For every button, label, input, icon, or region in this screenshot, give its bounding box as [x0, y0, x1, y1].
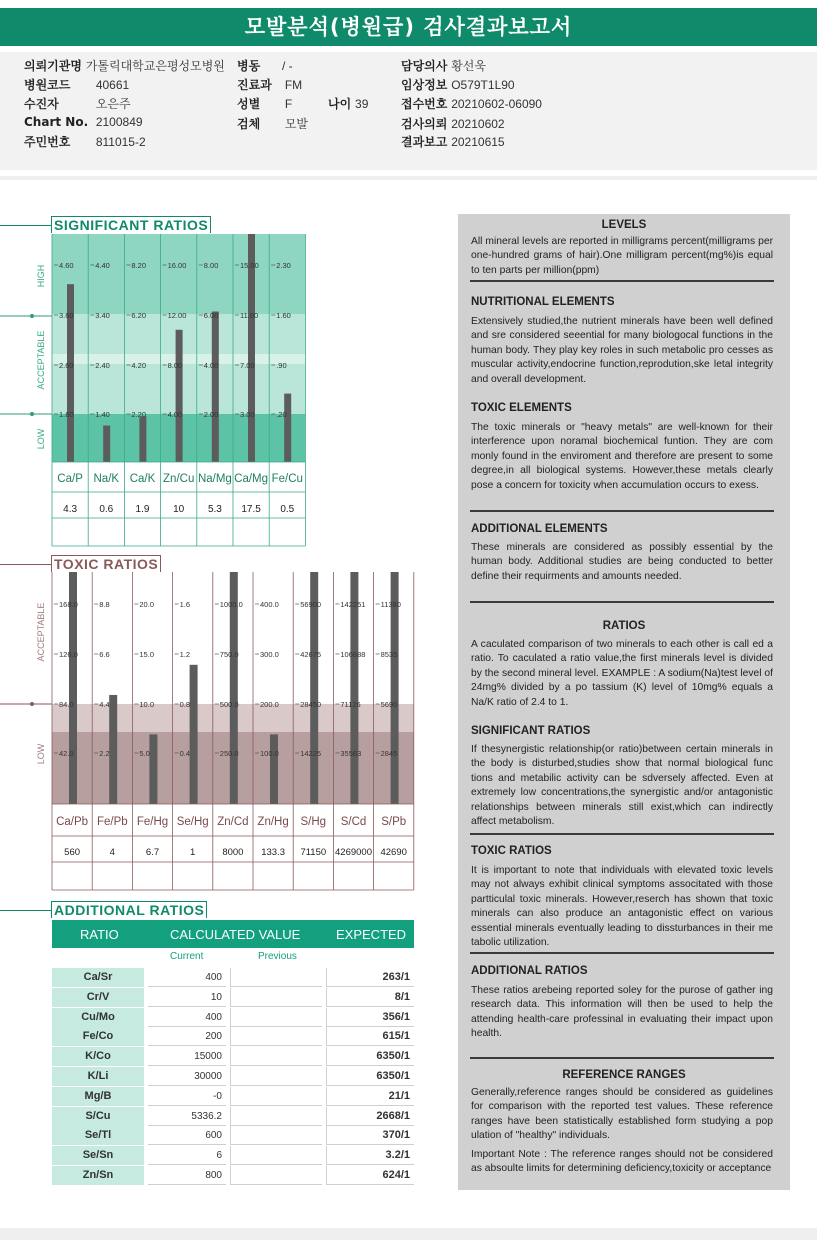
tick-label: 1.6 [179, 600, 191, 609]
tick-label: 3.60 [59, 311, 74, 320]
reference-ranges-text: Generally,reference ranges should be considered as guidelines for comparison with the reported test values. These reference ranges have been statistically established form studying a pop ulation of "healthy" individuals. [471, 1087, 773, 1142]
table-row [52, 988, 414, 1008]
table-row [52, 1008, 414, 1028]
tick-label: 7.00 [240, 361, 255, 370]
tick-label: 20.0 [139, 600, 155, 609]
sex-field: 성별 F [237, 97, 293, 111]
tick-label: 0.4 [179, 749, 191, 758]
tick-label: 5690 [380, 700, 398, 709]
tick-label: 10.0 [139, 700, 155, 709]
tick-label: 42.0 [59, 749, 74, 758]
tick-label: 15.0 [139, 650, 155, 659]
tick-label: 1.2 [179, 650, 191, 659]
reference-note: Important Note : The reference ranges should not be considered as absoulte limits for determining deficiency,toxicity or acceptance [471, 1149, 773, 1175]
table-row [52, 1107, 414, 1127]
ratio-value-Fe-Cu: 0.5 [280, 504, 295, 515]
table-row [52, 968, 414, 988]
nutritional-text: Extensively studied,the nutrient minerals have been well defined and sre considered seeential for many biologocal functions in the human body. They play key roles in such metabolic pro cesses as muscular activity,endocrine function,reprodution,ske letal integrity and overall development. [471, 316, 773, 385]
tick-label: 2.60 [59, 361, 74, 370]
tick-label: 8.00 [203, 261, 219, 270]
rule [470, 601, 774, 603]
tick-label: 8535 [380, 650, 398, 659]
bar-Fe-Pb [109, 695, 117, 804]
current-cell: 800 [148, 1166, 226, 1185]
rule [470, 1057, 774, 1059]
tick-label: 6.00 [203, 311, 219, 320]
high-band [52, 234, 305, 314]
current-cell: 6 [148, 1146, 226, 1165]
tick-label: 1.40 [95, 410, 110, 419]
bar-Fe-Hg [149, 734, 157, 804]
tick-label: 8.8 [99, 600, 110, 609]
previous-cell [230, 1107, 322, 1126]
previous-cell [230, 1146, 322, 1165]
toxic-ratios-text: It is important to note that individuals with elevated toxic levels may not always exhibit clinical symptoms associtated with those partticulal toxic minerals. However,reserch has shown that toxic minerals can also produce an antagonistic effect on various essential minerals eventually leading to dissturbances in their me tabolic utilization. [471, 865, 773, 949]
current-cell: 15000 [148, 1047, 226, 1066]
current-cell: 400 [148, 1008, 226, 1027]
ratio-cell: S/Cu [52, 1107, 144, 1126]
current-cell: 10 [148, 988, 226, 1007]
band-label-low: LOW [36, 743, 46, 765]
ratio-cell: Ca/Sr [52, 968, 144, 987]
band-label-acceptable: ACCEPTABLE [36, 602, 46, 662]
tick-label: 15.00 [240, 261, 259, 270]
ratio-name-S-Cd: S/Cd [340, 816, 367, 828]
previous-cell [230, 1027, 322, 1046]
ratio-name-Na-Mg: Na/Mg [197, 473, 232, 485]
footer-strip [0, 1228, 817, 1240]
ratio-name-Se-Hg: Se/Hg [176, 816, 209, 828]
tick-label: 8.00 [167, 361, 183, 370]
range-marker-dot [30, 412, 34, 416]
previous-cell [230, 1126, 322, 1145]
tick-label: 250.0 [219, 749, 239, 758]
tick-label: 168.0 [59, 600, 78, 609]
tick-label: 11.00 [240, 311, 259, 320]
tick-label: 3.00 [240, 410, 255, 419]
tick-label: 126.0 [59, 650, 78, 659]
additional-elements-heading: ADDITIONAL ELEMENTS [471, 523, 608, 535]
table-row [52, 1047, 414, 1067]
tick-label: 750.0 [219, 650, 239, 659]
expected-cell: 6350/1 [326, 1047, 414, 1066]
table-row [52, 1126, 414, 1146]
tick-label: 4.60 [59, 261, 74, 270]
ratios-text: A caculated comparison of two minerals to each other is call ed a ratio. To caculated a ratio value,the first minerals level is divided by the second mineral level. EXAMPLE : A sodium(Na)test level of 24mg% divided by a po tassium (K) level of 10mg% equals a Na/K ratio of 2.4 to 1. [471, 639, 773, 708]
expected-cell: 615/1 [326, 1027, 414, 1046]
rule [470, 280, 774, 282]
significant-title: SIGNIFICANT RATIOS [51, 216, 211, 233]
tick-label: .90 [276, 361, 287, 370]
table-row [52, 1146, 414, 1166]
ratio-value-S-Hg: 71150 [300, 847, 327, 858]
tick-label: 6.20 [131, 311, 147, 320]
expected-cell: 2668/1 [326, 1107, 414, 1126]
ratio-value-Ca-Pb: 560 [64, 847, 81, 858]
table-row [52, 1067, 414, 1087]
ratio-value-S-Pb: 42690 [380, 847, 407, 858]
dept-field: 진료과 FM [237, 78, 303, 92]
ratio-name-S-Hg: S/Hg [300, 816, 327, 828]
bar-Ca-K [139, 416, 146, 462]
rule [470, 952, 774, 954]
ratio-cell: K/Li [52, 1067, 144, 1086]
tick-label: 16.00 [167, 261, 187, 270]
ratio-value-Zn-Cd: 8000 [222, 847, 244, 858]
tick-label: 106688 [340, 650, 366, 659]
current-cell: 30000 [148, 1067, 226, 1086]
ratio-value-Ca-P: 4.3 [63, 504, 78, 515]
tick-label: 2.20 [131, 410, 147, 419]
ratio-cell: Fe/Co [52, 1027, 144, 1046]
table-row [52, 1166, 414, 1186]
expected-cell: 263/1 [326, 968, 414, 987]
rule [470, 510, 774, 512]
request-field: 검사의뢰 20210602 [401, 117, 505, 131]
tick-label: 142251 [340, 600, 366, 609]
tick-label: 300.0 [260, 650, 279, 659]
current-cell: 200 [148, 1027, 226, 1046]
bar-Se-Hg [190, 665, 198, 804]
ratio-name-Zn-Cu: Zn/Cu [163, 473, 195, 485]
levels-text: All mineral levels are reported in milligrams percent(milligrams per one-hundred grams of hair).One milligram percent(mg%)is equal to ten parts per million(ppm) [471, 236, 773, 276]
significant-ratios-heading: SIGNIFICANT RATIOS [471, 725, 591, 737]
tick-label: 4.4 [99, 700, 110, 709]
ratio-value-Na-K: 0.6 [99, 504, 114, 515]
ratio-cell: Cr/V [52, 988, 144, 1007]
tick-label: 84.0 [59, 700, 74, 709]
additional-ratios-text: These ratios arebeing reported soley for the purose of gather ing research data. This information will then be used to help the attending health-care professinal in evaluating their impact upon health. [471, 985, 773, 1040]
ratio-value-Na-Mg: 5.3 [207, 504, 222, 515]
tick-label: 6.6 [99, 650, 110, 659]
ratio-value-Ca-Mg: 17.5 [241, 504, 261, 515]
ratio-value-Zn-Cu: 10 [173, 504, 185, 515]
tick-label: 71126 [340, 700, 361, 709]
bar-Fe-Cu [284, 394, 291, 462]
receipt-field: 접수번호 20210602-06090 [401, 97, 542, 111]
expected-cell: 624/1 [326, 1166, 414, 1185]
ratio-name-Ca-Mg: Ca/Mg [234, 473, 269, 485]
result-field: 결과보고 20210615 [401, 135, 505, 149]
ratio-value-Ca-K: 1.9 [135, 504, 150, 515]
expected-cell: 8/1 [326, 988, 414, 1007]
rule [470, 833, 774, 835]
tick-label: 1.60 [276, 311, 291, 320]
ratio-cell: Cu/Mo [52, 1008, 144, 1027]
band-label-acceptable: ACCEPTABLE [36, 330, 46, 390]
tick-label: 1000.0 [219, 600, 243, 609]
toxic-chart-svg [0, 572, 420, 894]
header-calculated: CALCULATED VALUE [170, 927, 301, 942]
bar-Na-Mg [212, 312, 219, 462]
ratio-name-S-Pb: S/Pb [381, 816, 407, 828]
patient-info-block [0, 52, 817, 170]
tick-label: 2845 [380, 749, 398, 758]
tick-label: 4.20 [131, 361, 147, 370]
expected-cell: 21/1 [326, 1087, 414, 1106]
current-cell: 400 [148, 968, 226, 987]
bar-Zn-Cu [176, 330, 183, 462]
tick-label: 11380 [380, 600, 401, 609]
tick-label: 2.00 [203, 410, 219, 419]
header-ratio: RATIO [80, 927, 119, 942]
id-field: 주민번호 811015-2 [24, 135, 146, 149]
expected-cell: 3.2/1 [326, 1146, 414, 1165]
tick-label: 5.0 [139, 749, 150, 758]
patient-field: 수진자 오은주 [24, 97, 131, 111]
additional-elements-text: These minerals are considered as possibly essential by the human body. Additional studies are being conducted to better define their requirments and amounts needed. [471, 542, 773, 582]
tick-label: 12.00 [167, 311, 187, 320]
levels-heading: LEVELS [601, 219, 647, 231]
ratio-value-Fe-Hg: 6.7 [145, 847, 160, 858]
expected-cell: 370/1 [326, 1126, 414, 1145]
ratio-name-Na-K: Na/K [93, 473, 120, 485]
ratio-name-Zn-Cd: Zn/Cd [217, 816, 249, 828]
tick-label: 8.20 [131, 261, 147, 270]
table-row [52, 1087, 414, 1107]
tick-label: 28450 [300, 700, 322, 709]
ratio-name-Ca-Pb: Ca/Pb [56, 816, 89, 828]
current-cell: 5336.2 [148, 1107, 226, 1126]
tick-label: 4.00 [167, 410, 183, 419]
header-expected: EXPECTED [336, 927, 407, 942]
ratio-name-Ca-K: Ca/K [129, 473, 156, 485]
ratio-name-Fe-Cu: Fe/Cu [271, 473, 303, 485]
previous-cell [230, 968, 322, 987]
nutritional-heading: NUTRITIONAL ELEMENTS [471, 296, 615, 308]
expected-cell: 6350/1 [326, 1067, 414, 1086]
toxic-ratios-heading: TOXIC RATIOS [471, 845, 552, 857]
tick-label: 42675 [300, 650, 322, 659]
ratio-cell: Se/Tl [52, 1126, 144, 1145]
significant-chart-svg [0, 234, 310, 550]
ratio-name-Zn-Hg: Zn/Hg [257, 816, 289, 828]
ratio-cell: K/Co [52, 1047, 144, 1066]
toxic-chart [0, 572, 420, 894]
tick-label: 100.0 [260, 749, 279, 758]
ratio-cell: Mg/B [52, 1087, 144, 1106]
tick-label: 4.00 [203, 361, 219, 370]
hospital-field: 의뢰기관명 가톨릭대학교은평성모병원 [24, 59, 225, 73]
expected-cell: 356/1 [326, 1008, 414, 1027]
additional-ratios-heading: ADDITIONAL RATIOS [471, 965, 588, 977]
band-label-high: HIGH [36, 264, 46, 288]
tick-label: 3.40 [95, 311, 110, 320]
reference-panel [458, 214, 790, 1190]
tick-label: 2.2 [99, 749, 110, 758]
tick-label: .20 [276, 410, 287, 419]
chart-field: Chart No. 2100849 [24, 115, 143, 129]
ratio-cell: Se/Sn [52, 1146, 144, 1165]
tick-label: 1.60 [59, 410, 74, 419]
tick-label: 4.40 [95, 261, 110, 270]
ratio-value-Fe-Pb: 4 [109, 847, 115, 858]
ratio-name-Fe-Pb: Fe/Pb [96, 816, 128, 828]
range-marker-dot [30, 314, 34, 318]
previous-cell [230, 1047, 322, 1066]
toxic-elements-heading: TOXIC ELEMENTS [471, 402, 572, 414]
report-title: 모발분석(병원급) 검사결과보고서 [0, 8, 817, 46]
table-row [52, 1027, 414, 1047]
ratio-name-Ca-P: Ca/P [57, 473, 83, 485]
divider [0, 176, 817, 180]
ratio-name-Fe-Hg: Fe/Hg [136, 816, 169, 828]
age-field: 나이 39 [328, 97, 369, 111]
previous-cell [230, 1087, 322, 1106]
doctor-field: 담당의사 황선욱 [401, 59, 486, 73]
current-cell: -0 [148, 1087, 226, 1106]
previous-cell [230, 1166, 322, 1185]
code-field: 병원코드 40661 [24, 78, 130, 92]
subheader-previous: Previous [258, 951, 297, 962]
significant-chart [0, 234, 310, 550]
reference-ranges-heading: REFERENCE RANGES [562, 1069, 686, 1081]
ratio-value-Zn-Hg: 133.3 [261, 847, 285, 858]
tick-label: 0.8 [179, 700, 191, 709]
tick-label: 35563 [340, 749, 362, 758]
previous-cell [230, 1008, 322, 1027]
ratio-value-Se-Hg: 1 [190, 847, 196, 858]
ratio-value-S-Cd: 4269000 [335, 847, 372, 858]
range-marker-dot [30, 702, 34, 706]
tick-label: 200.0 [260, 700, 279, 709]
ratio-cell: Zn/Sn [52, 1166, 144, 1185]
bar-Zn-Hg [270, 734, 278, 804]
clinical-field: 임상정보 O579T1L90 [401, 78, 515, 92]
toxic-elements-text: The toxic minerals or "heavy metals" are well-known for their interference upon noramal biochemical funtion. They are com monly found in the enviroment and therefore are present to some degree,in all biological systems. However,these metals clearly pose a concern for toxicity when accumulation occurs to exess. [471, 422, 773, 491]
tick-label: 400.0 [260, 600, 279, 609]
tick-label: 2.30 [276, 261, 291, 270]
current-cell: 600 [148, 1126, 226, 1145]
tick-label: 56900 [300, 600, 322, 609]
significant-ratios-text: If thesynergistic relationship(or ratio)between certain minerals in the body is disturbed,studies show that normal biological func tions and metabilic activity can be sdversely affected. Even at extremely low concentrations,the synergistic and/or antagonistic relationships between minerals still exist,which can indirectly affect metabolism. [471, 744, 773, 828]
toxic-title: TOXIC RATIOS [51, 555, 161, 572]
tick-label: 500.0 [219, 700, 239, 709]
additional-subheader [52, 948, 414, 966]
bar-Na-K [103, 426, 110, 462]
previous-cell [230, 988, 322, 1007]
previous-cell [230, 1067, 322, 1086]
tick-label: 14225 [300, 749, 322, 758]
specimen-field: 검체 모발 [237, 117, 309, 131]
additional-title: ADDITIONAL RATIOS [51, 901, 207, 918]
subheader-current: Current [170, 951, 204, 962]
band-label-low: LOW [36, 428, 46, 450]
ward-field: 병동 / - [237, 59, 293, 73]
additional-table-header [52, 920, 414, 948]
tick-label: 2.40 [95, 361, 110, 370]
ratios-heading: RATIOS [602, 620, 646, 632]
